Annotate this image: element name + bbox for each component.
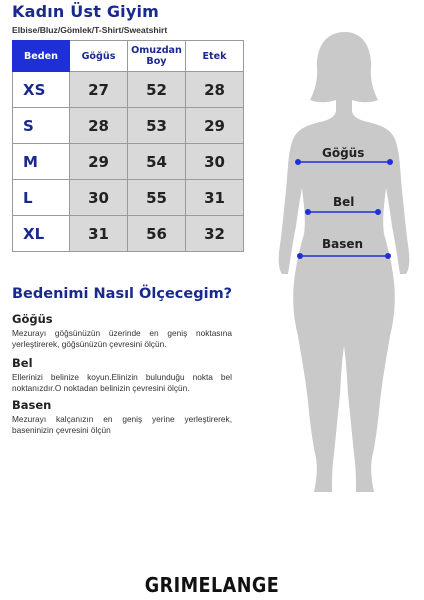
skirt-value: 31 xyxy=(186,180,244,216)
size-label: S xyxy=(13,108,70,144)
size-label: XL xyxy=(13,216,70,252)
header-etek: Etek xyxy=(186,41,244,72)
table-row xyxy=(13,108,244,144)
table-row xyxy=(13,144,244,180)
length-value: 56 xyxy=(128,216,186,252)
brand-logo-text: GRIMELANGE xyxy=(144,573,280,597)
section-title-hip: Basen xyxy=(12,398,52,412)
silhouette-shape xyxy=(279,32,410,492)
chest-value: 28 xyxy=(70,108,128,144)
section-text-waist: Ellerinizi belinize koyun.Elinizin bulunduğu nokta bel noktanızdır.O noktadan belinizin çevresini ölçün. xyxy=(12,372,232,393)
header-gogus: Göğüs xyxy=(70,41,128,72)
size-label: L xyxy=(13,180,70,216)
size-table xyxy=(12,40,244,252)
length-value: 55 xyxy=(128,180,186,216)
header-omuzdan-boy: Omuzdan Boy xyxy=(128,41,186,72)
chest-value: 30 xyxy=(70,180,128,216)
hip-left-dot xyxy=(297,253,303,259)
header-beden: Beden xyxy=(13,41,70,72)
skirt-value: 32 xyxy=(186,216,244,252)
skirt-value: 30 xyxy=(186,144,244,180)
chest-value: 29 xyxy=(70,144,128,180)
chest-value: 31 xyxy=(70,216,128,252)
length-value: 52 xyxy=(128,72,186,108)
section-title-chest: Göğüs xyxy=(12,312,53,326)
chest-left-dot xyxy=(295,159,301,165)
skirt-value: 28 xyxy=(186,72,244,108)
chest-value: 27 xyxy=(70,72,128,108)
table-row xyxy=(13,72,244,108)
size-label: XS xyxy=(13,72,70,108)
body-silhouette-figure xyxy=(270,30,420,500)
chest-label: Göğüs xyxy=(322,146,365,160)
page-title: Kadın Üst Giyim xyxy=(12,2,160,21)
length-value: 54 xyxy=(128,144,186,180)
section-title-waist: Bel xyxy=(12,356,33,370)
waist-label: Bel xyxy=(333,195,355,209)
waist-left-dot xyxy=(305,209,311,215)
chest-right-dot xyxy=(387,159,393,165)
table-header-row xyxy=(13,41,244,72)
section-text-chest: Mezurayı göğsünüzün üzerinde en geniş noktasına yerleştirerek, göğsünüzün çevresini ölçün. xyxy=(12,328,232,349)
page-subtitle: Elbise/Bluz/Gömlek/T-Shirt/Sweatshirt xyxy=(12,25,168,35)
length-value: 53 xyxy=(128,108,186,144)
table-row xyxy=(13,216,244,252)
hip-right-dot xyxy=(385,253,391,259)
how-to-measure-title: Bedenimi Nasıl Ölçecegim? xyxy=(12,286,233,302)
size-label: M xyxy=(13,144,70,180)
skirt-value: 29 xyxy=(186,108,244,144)
section-text-hip: Mezurayı kalçanızın en geniş yerine yerleştirerek, baseninizin çevresini ölçün xyxy=(12,414,232,435)
table-row xyxy=(13,180,244,216)
waist-right-dot xyxy=(375,209,381,215)
hip-label: Basen xyxy=(322,237,364,251)
